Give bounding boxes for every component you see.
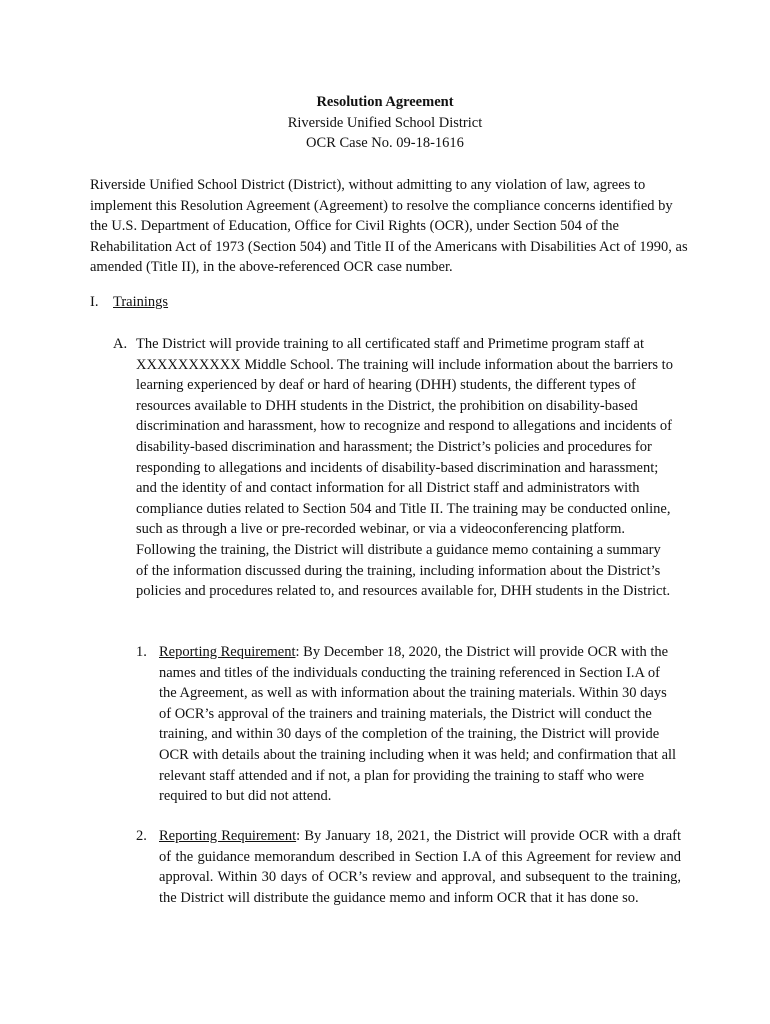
section-number: I.	[90, 294, 99, 310]
item-marker: A.	[113, 336, 128, 352]
section-title: Trainings	[113, 294, 169, 310]
item-a-text: The District will provide training to all certificated staff and Primetime program staff at XXXXXXXXXX Middle School. The training will include information about the barriers to learning experienced by deaf or hard of hearing (DHH) students, the different types of resources available to DHH students in the District, the prohibition on disability-based discrimination and harassment, how to recognize and respond to allegations and incidents of disability-based discrimination and harassment; the District’s policies and procedures for responding to allegations and incidents of disability-based discrimination and harassment; and the identity of and contact information for all District staff and administrators with compliance duties related to Section 504 and Title II. The training may be conducted online, such as through a live or pre-recorded webinar, or via a videoconferencing platform. Following the training, the District will distribute a guidance memo containing a summary of the information discussed during the training, including information about the District’s policies and procedures related to, and resources available for, DHH students in the District.	[136, 336, 673, 600]
case-number: OCR Case No. 09-18-1616	[306, 135, 464, 151]
requirement-label: Reporting Requirement	[159, 644, 296, 660]
requirement-body	[159, 642, 681, 807]
requirement-body	[159, 826, 681, 908]
document-title: Resolution Agreement	[316, 94, 454, 110]
requirement-label: Reporting Requirement	[159, 828, 297, 844]
section-item-a	[113, 334, 673, 602]
requirement-text: : By January 18, 2021, the District will provide OCR with a draft of the guidance memorandum described in Section I.A of this Agreement for review and approval. Within 30 days of OCR’s review and approval, and subsequent to the training, the District will distribute the guidance memo and inform OCR that it has done so.	[159, 828, 681, 906]
reporting-requirement-1	[136, 642, 681, 807]
requirement-marker: 1.	[136, 644, 147, 660]
requirement-marker: 2.	[136, 828, 147, 844]
document-header	[0, 92, 770, 154]
intro-paragraph: Riverside Unified School District (District), without admitting to any violation of law, agrees to implement this Resolution Agreement (Agreement) to resolve the compliance concerns identified by the U.S. Department of Education, Office for Civil Rights (OCR), under Section 504 of the Rehabilitation Act of 1973 (Section 504) and Title II of the Americans with Disabilities Act of 1990, as amended (Title II), in the above-referenced OCR case number.	[90, 177, 688, 275]
district-name: Riverside Unified School District	[287, 114, 483, 131]
requirement-text: : By December 18, 2020, the District will provide OCR with the names and titles of the individuals conducting the training referenced in Section I.A of the Agreement, as well as with information about the training materials. Within 30 days of OCR’s approval of the trainers and training materials, the District will conduct the training, and within 30 days of the completion of the training, the District will provide OCR with details about the training including when it was held; and confirmation that all relevant staff attended and if not, a plan for providing the training to staff who were required to but did not attend.	[159, 644, 677, 805]
reporting-requirement-2	[136, 826, 681, 908]
section-heading-trainings	[90, 292, 168, 313]
